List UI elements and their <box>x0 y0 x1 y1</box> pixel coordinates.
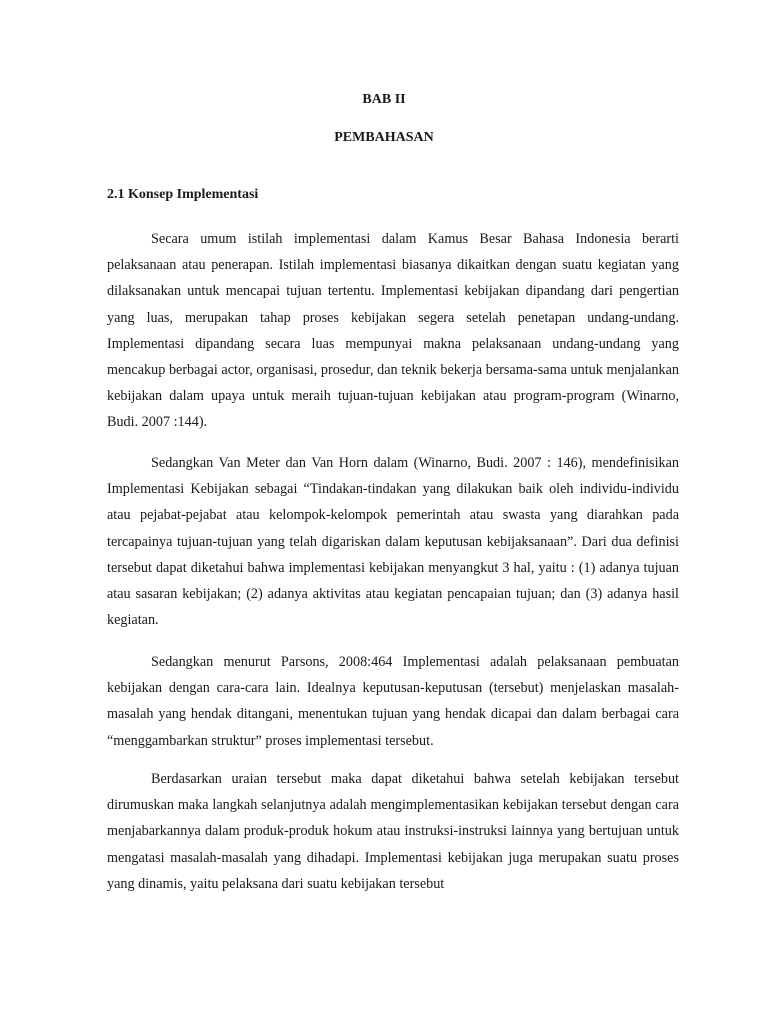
section-heading: 2.1 Konsep Implementasi <box>107 187 259 202</box>
paragraph-4: Berdasarkan uraian tersebut maka dapat diketahui bahwa setelah kebijakan tersebut dirumuskan maka langkah selanjutnya adalah mengimplementasikan kebijakan tersebut dengan cara menjabarkannya dalam produk-produk hokum atau instruksi-instruksi lainnya yang bertujuan untuk mengatasi masalah-masalah yang dihadapi. Implementasi kebijakan juga merupakan suatu proses yang dinamis, yaitu pelaksana dari suatu kebijakan tersebut <box>107 771 679 892</box>
paragraph-1: Secara umum istilah implementasi dalam Kamus Besar Bahasa Indonesia berarti pelaksanaan atau penerapan. Istilah implementasi biasanya dikaitkan dengan suatu kegiatan yang dilaksanakan untuk mencapai tujuan tertentu. Implementasi kebijakan dipandang dari pengertian yang luas, merupakan tahap proses kebijakan segera setelah penetapan undang-undang. Implementasi dipandang secara luas mempunyai makna pelaksanaan undang-undang yang mencakup berbagai actor, organisasi, prosedur, dan teknik bekerja bersama-sama untuk menjalankan kebijakan dalam upaya untuk meraih tujuan-tujuan kebijakan atau program-program (Winarno, Budi. 2007 :144). <box>107 231 679 431</box>
paragraph-3: Sedangkan menurut Parsons, 2008:464 Implementasi adalah pelaksanaan pembuatan kebijakan dengan cara-cara lain. Idealnya keputusan-keputusan (tersebut) menjelaskan masalah-masalah yang hendak ditangani, menentukan tujuan yang hendak dicapai dan dalam berbagai cara “menggambarkan struktur” proses implementasi tersebut. <box>107 654 679 749</box>
paragraph-2: Sedangkan Van Meter dan Van Horn dalam (Winarno, Budi. 2007 : 146), mendefinisikan Implementasi Kebijakan sebagai “Tindakan-tindakan yang dilakukan baik oleh individu-individu atau pejabat-pejabat atau kelompok-kelompok pemerintah atau swasta yang diarahkan pada tercapainya tujuan-tujuan yang telah digariskan dalam keputusan kebijaksanaan”. Dari dua definisi tersebut dapat diketahui bahwa implementasi kebijakan menyangkut 3 hal, yaitu : (1) adanya tujuan atau sasaran kebijakan; (2) adanya aktivitas atau kegiatan pencapaian tujuan; dan (3) adanya hasil kegiatan. <box>107 455 679 629</box>
chapter-title: PEMBAHASAN <box>334 130 434 145</box>
chapter-number: BAB II <box>362 92 406 107</box>
